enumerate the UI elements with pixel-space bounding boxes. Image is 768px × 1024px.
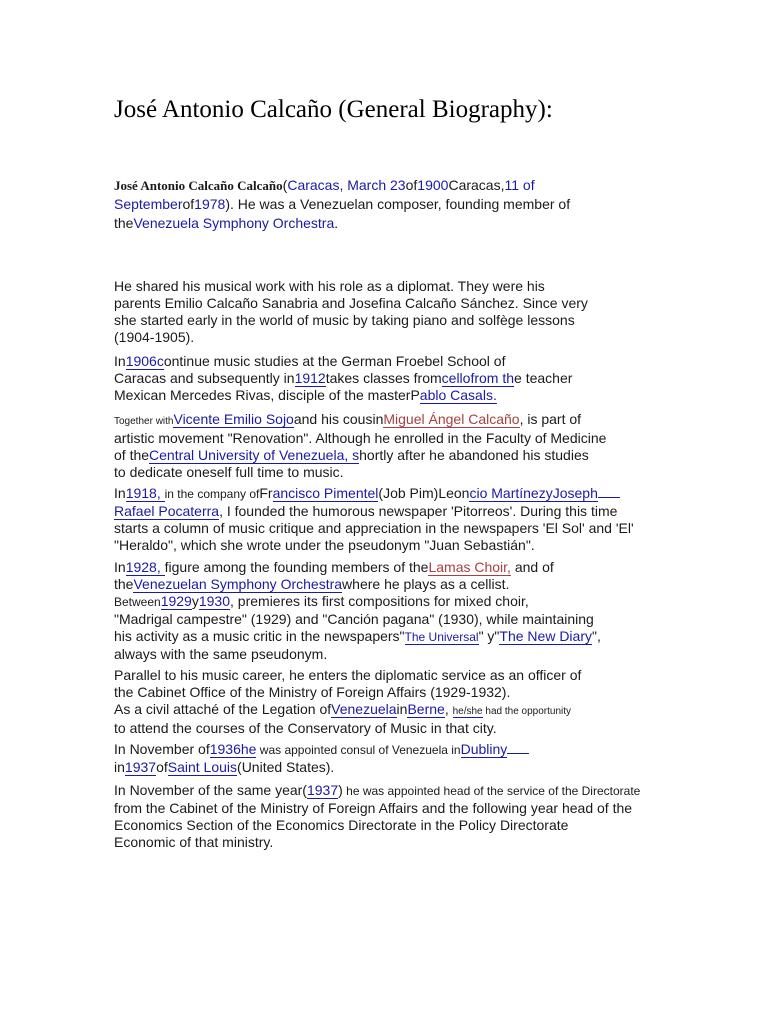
link-the-new-diary[interactable]: The New Diary bbox=[499, 628, 592, 644]
link-venezuela-symphony-orchestra[interactable]: Venezuela Symphony Orchestra bbox=[133, 215, 335, 231]
link-pablo-casals[interactable]: ablo Casals. bbox=[419, 387, 497, 403]
link-venezuela[interactable]: Venezuela bbox=[331, 701, 397, 717]
link-1906[interactable]: 1906c bbox=[125, 353, 164, 369]
link-saint-louis[interactable]: Saint Louis bbox=[167, 759, 238, 775]
link-underline-gap-2 bbox=[507, 741, 529, 754]
link-caracas-date[interactable]: Caracas, March 23 bbox=[287, 177, 406, 193]
link-1937-b[interactable]: 1937 bbox=[306, 782, 339, 798]
link-h[interactable]: h bbox=[590, 485, 598, 501]
link-miguel-angel-calcano[interactable]: Miguel Ángel Calcaño bbox=[383, 411, 520, 427]
link-11-of[interactable]: 11 of bbox=[504, 177, 535, 193]
paragraph-directorate: In November of the same year(1937) he was appointed head of the service of the Directorate from the Cabinet of the Ministry of Foreign Affairs and the following year head of the Economics Section of the Economics Directorate in the Policy Directorate Economic of that ministry. bbox=[114, 782, 641, 850]
link-the-universal[interactable]: The Universal bbox=[404, 630, 479, 644]
link-vicente-emilio-sojo[interactable]: Vicente Emilio Sojo bbox=[173, 411, 294, 427]
link-central-university[interactable]: Central University of Venezuela, s bbox=[149, 447, 360, 463]
page-title: José Antonio Calcaño (General Biography): bbox=[114, 96, 553, 123]
link-francisco-pimentel[interactable]: ancisco Pimentel bbox=[272, 485, 379, 501]
link-berne[interactable]: Berne bbox=[407, 701, 445, 717]
link-venezuelan-symphony-orchestra[interactable]: Venezuelan Symphony Orchestra bbox=[133, 576, 343, 592]
paragraph-diplomatic: Parallel to his music career, he enters the diplomatic service as an officer of the Cabinet Office of the Ministry of Foreign Affairs (1929-1932). As a civil attaché of the Legation ofVenezuelainBerne, he/she had the opportunity to attend the courses of the Conservatory of Music in that city. bbox=[114, 667, 582, 736]
link-1929[interactable]: 1929 bbox=[160, 593, 192, 609]
link-1918[interactable]: 1918, bbox=[125, 485, 165, 501]
link-y[interactable]: y bbox=[500, 741, 508, 757]
link-1912[interactable]: 1912 bbox=[294, 370, 326, 386]
link-1928[interactable]: 1928, bbox=[125, 559, 165, 575]
link-heshe[interactable]: he/she bbox=[452, 706, 483, 717]
link-dublin[interactable]: Dublin bbox=[460, 741, 501, 757]
link-1978[interactable]: 1978 bbox=[194, 196, 226, 212]
link-lamas-choir[interactable]: Lamas Choir, bbox=[428, 559, 511, 575]
link-september[interactable]: September bbox=[114, 196, 183, 212]
paragraph-consul: In November of1936he was appointed consul of Venezuela inDubliny in1937ofSaint Louis(United States). bbox=[114, 741, 529, 776]
link-cello[interactable]: cellofrom th bbox=[441, 370, 515, 386]
subject-name: José Antonio Calcaño Calcaño bbox=[114, 178, 283, 193]
paragraph-lamas-choir: In1928, figure among the founding members of theLamas Choir, and of theVenezuelan Symphony Orchestrawhere he plays as a cellist. Between1929y1930, premieres its first compositions for mixed choir, "Madrigal campestre" (1929) and "Canción pagana" (1930), while maintaining his activity as a music critic in the newspapers"The Universal" y"The New Diary", always with the same pseudonym. bbox=[114, 559, 601, 662]
paragraph-renovation: Together withVicente Emilio Sojoand his cousinMiguel Ángel Calcaño, is part of artistic movement "Renovation". Although he enrolled in the Faculty of Medicine of theCentral University of Venezuela, shortly after he abandoned his studies to dedicate oneself full time to music. bbox=[114, 411, 607, 480]
link-rafael-pocaterra[interactable]: Rafael Pocaterra bbox=[114, 503, 220, 519]
link-1900[interactable]: 1900 bbox=[417, 177, 449, 193]
paragraph-family: He shared his musical work with his role as a diplomat. They were his parents Emilio Calcaño Sanabria and Josefina Calcaño Sánchez. Since very she started early in the world of music by taking piano and solfège lessons (1904-1905). bbox=[114, 278, 588, 345]
link-1936[interactable]: 1936he bbox=[209, 741, 257, 757]
link-1937[interactable]: 1937 bbox=[124, 759, 157, 775]
paragraph-studies: In1906continue music studies at the German Froebel School of Caracas and subsequently in1912takes classes fromcellofrom the teacher Mexican Mercedes Rivas, disciple of the masterPablo Casals. bbox=[114, 353, 573, 403]
link-1930[interactable]: 1930 bbox=[198, 593, 231, 609]
paragraph-pitorreos: In1918, in the company ofFrancisco Pimentel(Job Pim)Leoncio MartínezyJoseph Rafael Pocaterra, I founded the humorous newspaper 'Pitorreos'. During this time starts a column of music critique and appreciation in the newspapers 'El Sol' and 'El' "Heraldo", which she wrote under the pseudonym "Juan Sebastián". bbox=[114, 485, 634, 553]
link-underline-gap bbox=[598, 485, 620, 498]
intro-paragraph: José Antonio Calcaño Calcaño(Caracas, March 23of1900Caracas,11 of Septemberof1978). He was a Venezuelan composer, founding member of theVenezuela Symphony Orchestra. bbox=[114, 177, 571, 231]
link-martinez-joseph[interactable]: cio MartínezyJosep bbox=[469, 485, 591, 501]
